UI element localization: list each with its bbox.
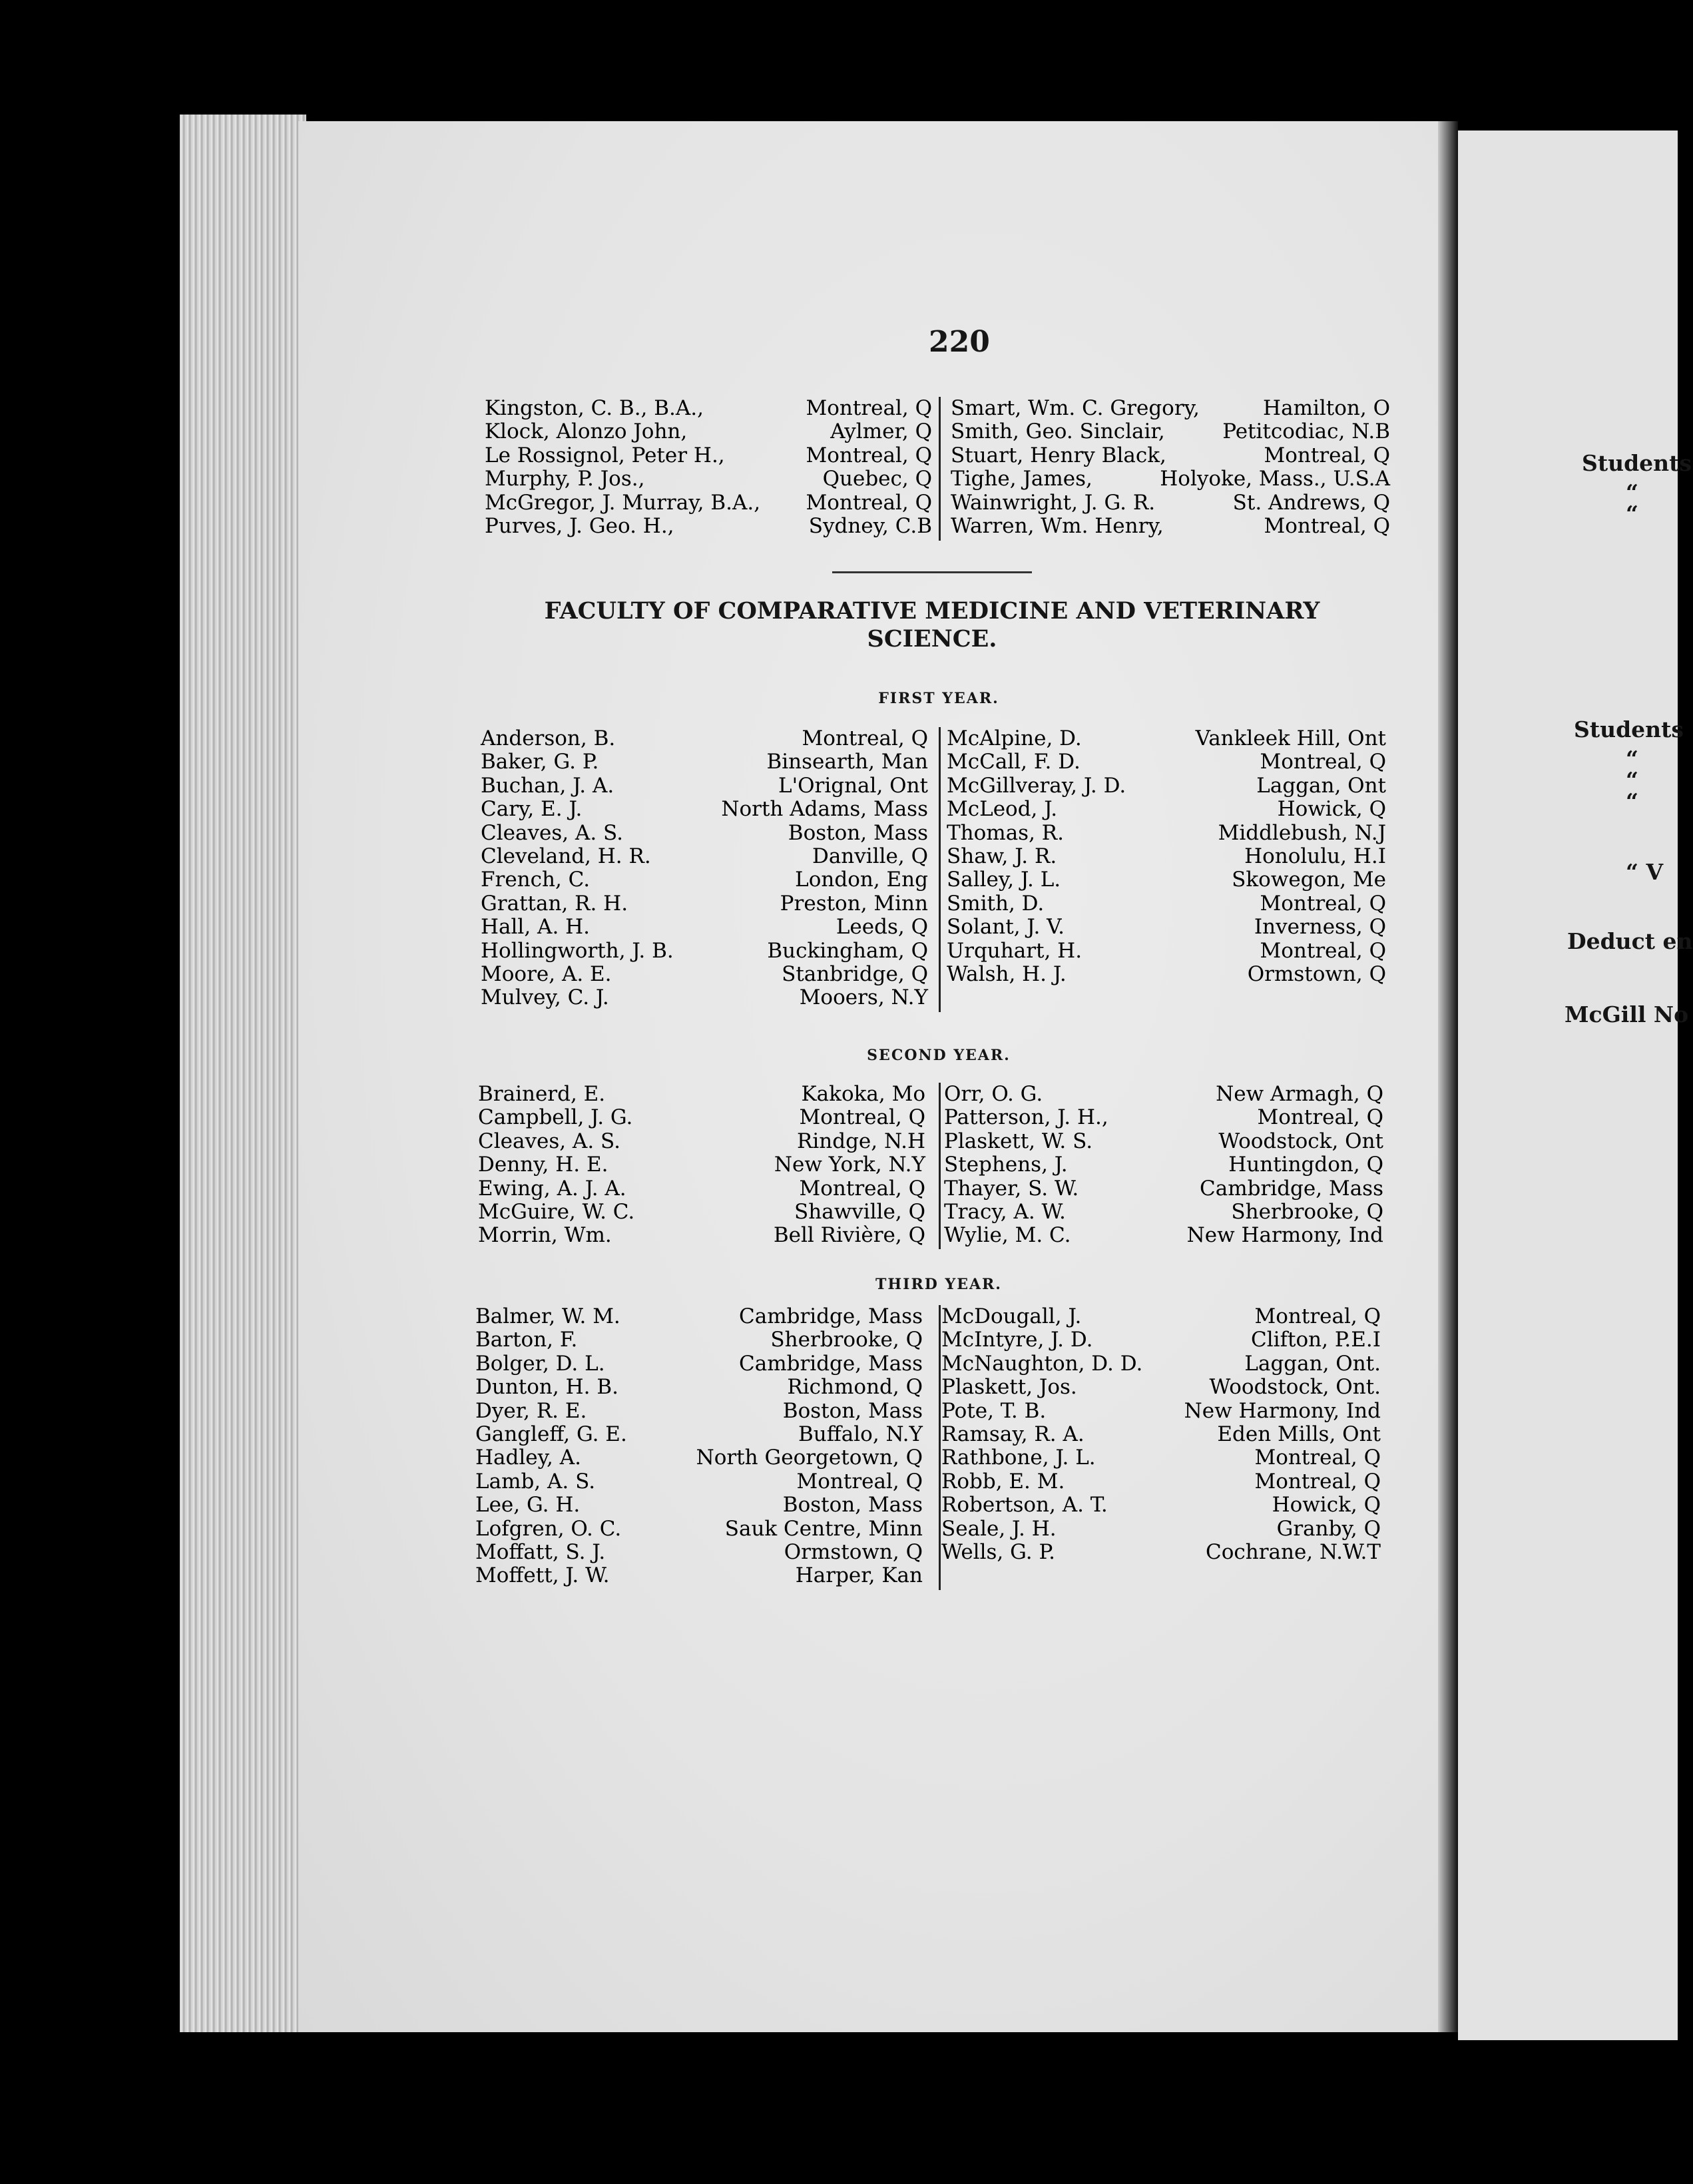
list-item xyxy=(475,1423,1381,1446)
student-name: McGuire, W. C. xyxy=(478,1199,635,1224)
student-name: Wylie, M. C. xyxy=(944,1223,1071,1248)
student-name: McDougall, J. xyxy=(941,1304,1082,1328)
list-item xyxy=(475,1305,1381,1328)
student-name: Balmer, W. M. xyxy=(475,1304,620,1328)
student-place: New York, N.Y xyxy=(774,1153,925,1177)
student-place: Buckingham, Q xyxy=(767,938,928,963)
student-place: Ormstown, Q xyxy=(784,1539,923,1564)
student-place: St. Andrews, Q xyxy=(1232,490,1390,515)
student-name: Robb, E. M. xyxy=(941,1469,1065,1494)
student-place: Kakoka, Mo xyxy=(801,1082,925,1106)
student-name: Moore, A. E. xyxy=(481,961,612,986)
column-divider xyxy=(939,397,941,541)
student-place: New Armagh, Q xyxy=(1216,1082,1383,1106)
student-place: Montreal, Q xyxy=(796,1469,923,1494)
student-place: Cochrane, N.W.T xyxy=(1205,1539,1381,1564)
student-name: Bolger, D. L. xyxy=(475,1351,605,1376)
list-item xyxy=(475,1328,1381,1352)
student-name: Hollingworth, J. B. xyxy=(481,938,674,963)
list-item xyxy=(485,491,1390,515)
student-name: McGregor, J. Murray, B.A., xyxy=(485,490,761,515)
student-name: Rathbone, J. L. xyxy=(941,1446,1096,1470)
student-place: Montreal, Q xyxy=(1254,1469,1381,1494)
facing-page-fragment: McGill No xyxy=(1565,1001,1689,1027)
student-name: Dunton, H. B. xyxy=(475,1375,618,1400)
list-item xyxy=(485,397,1390,420)
faculty-heading: FACULTY OF COMPARATIVE MEDICINE AND VETERINARY xyxy=(544,597,1320,625)
student-name: Thayer, S. W. xyxy=(944,1176,1079,1201)
student-name: Moffett, J. W. xyxy=(475,1563,610,1588)
student-place: Laggan, Ont. xyxy=(1244,1351,1381,1376)
student-place: L'Orignal, Ont xyxy=(778,773,928,798)
student-place: Mooers, N.Y xyxy=(799,985,928,1010)
student-name: Denny, H. E. xyxy=(478,1153,608,1177)
student-place: Montreal, Q xyxy=(1254,1304,1381,1328)
list-item xyxy=(485,444,1390,467)
student-name: Salley, J. L. xyxy=(947,868,1061,892)
facing-page-fragment: “ xyxy=(1626,479,1638,505)
facing-page-fragment: Students xyxy=(1574,716,1684,742)
student-name: Cleaves, A. S. xyxy=(481,820,624,845)
list-item xyxy=(478,1201,1383,1224)
student-place: Boston, Mass xyxy=(782,1398,923,1423)
student-place: Vankleek Hill, Ont xyxy=(1195,726,1386,750)
list-item xyxy=(481,845,1386,868)
student-place: Montreal, Q xyxy=(1260,891,1386,916)
faculty-heading-continued: SCIENCE. xyxy=(867,625,997,653)
student-name: Campbell, J. G. xyxy=(478,1105,633,1130)
student-place: Holyoke, Mass., U.S.A xyxy=(1160,467,1390,491)
student-name: French, C. xyxy=(481,868,591,892)
student-name: Warren, Wm. Henry, xyxy=(951,513,1164,538)
student-place: Hamilton, O xyxy=(1263,396,1390,420)
student-place: London, Eng xyxy=(795,868,928,892)
continuation-list xyxy=(485,397,1390,538)
student-place: New Harmony, Ind xyxy=(1186,1223,1383,1248)
student-place: Montreal, Q xyxy=(1260,750,1386,774)
student-name: McLeod, J. xyxy=(947,797,1058,822)
column-divider xyxy=(939,1305,941,1590)
student-place: Montreal, Q xyxy=(806,396,932,420)
list-item xyxy=(478,1224,1383,1247)
student-place: Buffalo, N.Y xyxy=(798,1422,923,1446)
student-name: Tighe, James, xyxy=(951,467,1092,491)
student-name: Wells, G. P. xyxy=(941,1539,1055,1564)
student-place: Montreal, Q xyxy=(806,490,932,515)
student-place: Cambridge, Mass xyxy=(739,1304,923,1328)
list-item xyxy=(481,916,1386,939)
student-place: Montreal, Q xyxy=(799,1105,925,1130)
student-name: Smith, D. xyxy=(947,891,1045,916)
student-name: Dyer, R. E. xyxy=(475,1398,587,1423)
student-place: Quebec, Q xyxy=(822,467,932,491)
list-item xyxy=(475,1541,1381,1564)
student-name: McGillveray, J. D. xyxy=(947,773,1126,798)
student-place: North Adams, Mass xyxy=(721,797,928,822)
student-place: Boston, Mass xyxy=(782,1493,923,1517)
student-name: Tracy, A. W. xyxy=(944,1199,1066,1224)
student-name: Stephens, J. xyxy=(944,1153,1068,1177)
student-name: Morrin, Wm. xyxy=(478,1223,612,1248)
book-gutter xyxy=(1438,121,1458,2032)
student-place: Petitcodiac, N.B xyxy=(1222,419,1390,444)
list-item xyxy=(485,420,1390,443)
list-item xyxy=(478,1106,1383,1129)
student-name: Le Rossignol, Peter H., xyxy=(485,443,725,467)
student-name: Seale, J. H. xyxy=(941,1516,1057,1541)
list-item xyxy=(481,822,1386,845)
list-item xyxy=(475,1564,1381,1587)
list-item xyxy=(481,774,1386,798)
student-place: Eden Mills, Ont xyxy=(1217,1422,1381,1446)
student-place: Montreal, Q xyxy=(806,443,932,467)
student-place: Danville, Q xyxy=(812,844,928,868)
list-item xyxy=(478,1153,1383,1177)
student-name: Kingston, C. B., B.A., xyxy=(485,396,704,420)
student-name: Klock, Alonzo John, xyxy=(485,419,688,444)
student-place: Binsearth, Man xyxy=(766,750,928,774)
student-place: Huntingdon, Q xyxy=(1228,1153,1383,1177)
student-place: Montreal, Q xyxy=(1257,1105,1383,1130)
student-name: Thomas, R. xyxy=(947,820,1064,845)
list-item xyxy=(475,1400,1381,1423)
student-place: Harper, Kan xyxy=(795,1563,923,1588)
student-name: Grattan, R. H. xyxy=(481,891,628,916)
student-place: Montreal, Q xyxy=(1264,443,1390,467)
student-name: Mulvey, C. J. xyxy=(481,985,609,1010)
student-place: Sherbrooke, Q xyxy=(770,1328,923,1352)
student-place: Woodstock, Ont. xyxy=(1209,1375,1381,1400)
student-name: Murphy, P. Jos., xyxy=(485,467,645,491)
student-name: Wainwright, J. G. R. xyxy=(951,490,1156,515)
student-place: Rindge, N.H xyxy=(797,1129,925,1153)
student-place: Richmond, Q xyxy=(787,1375,923,1400)
list-item xyxy=(475,1352,1381,1376)
student-name: Ewing, A. J. A. xyxy=(478,1176,626,1201)
list-item xyxy=(481,798,1386,821)
student-name: Robertson, A. T. xyxy=(941,1493,1108,1517)
student-place: Cambridge, Mass xyxy=(739,1351,923,1376)
student-place: Sherbrooke, Q xyxy=(1231,1199,1383,1224)
facing-page-fragment: Students xyxy=(1582,450,1692,476)
student-place: Skowegon, Me xyxy=(1232,868,1386,892)
facing-page xyxy=(1458,131,1678,2040)
student-name: McIntyre, J. D. xyxy=(941,1328,1093,1352)
student-name: Ramsay, R. A. xyxy=(941,1422,1085,1446)
student-name: Anderson, B. xyxy=(481,726,616,750)
student-place: New Harmony, Ind xyxy=(1184,1398,1381,1423)
third-year-heading: THIRD YEAR. xyxy=(875,1276,1002,1293)
student-name: Barton, F. xyxy=(475,1328,578,1352)
facing-page-fragment: “ xyxy=(1626,501,1638,527)
student-place: Stanbridge, Q xyxy=(782,961,928,986)
list-item xyxy=(475,1494,1381,1517)
section-rule xyxy=(832,571,1032,573)
student-place: Montreal, Q xyxy=(799,1176,925,1201)
student-place: Leeds, Q xyxy=(836,915,928,940)
student-name: Lofgren, O. C. xyxy=(475,1516,622,1541)
student-place: Ormstown, Q xyxy=(1247,961,1386,986)
student-place: Clifton, P.E.I xyxy=(1251,1328,1381,1352)
student-place: Bell Rivière, Q xyxy=(773,1223,925,1248)
student-name: Lamb, A. S. xyxy=(475,1469,596,1494)
list-item xyxy=(481,986,1386,1009)
student-name: Purves, J. Geo. H., xyxy=(485,513,674,538)
list-item xyxy=(481,940,1386,963)
student-place: Sauk Centre, Minn xyxy=(724,1516,923,1541)
facing-page-fragment: “ V xyxy=(1626,859,1664,885)
student-name: Plaskett, W. S. xyxy=(944,1129,1093,1153)
list-item xyxy=(485,467,1390,491)
facing-page-fragment: “ xyxy=(1626,788,1638,814)
list-item xyxy=(485,515,1390,538)
student-name: Cary, E. J. xyxy=(481,797,583,822)
student-name: Cleaves, A. S. xyxy=(478,1129,621,1153)
book-page-edges xyxy=(180,115,306,2032)
student-name: Shaw, J. R. xyxy=(947,844,1057,868)
student-name: Solant, J. V. xyxy=(947,915,1065,940)
student-name: Gangleff, G. E. xyxy=(475,1422,627,1446)
list-item xyxy=(478,1130,1383,1153)
student-place: Preston, Minn xyxy=(780,891,928,916)
student-place: Montreal, Q xyxy=(802,726,928,750)
first-year-list xyxy=(481,727,1386,1010)
student-name: Lee, G. H. xyxy=(475,1493,581,1517)
student-name: Cleveland, H. R. xyxy=(481,844,651,868)
page-number: 220 xyxy=(929,325,990,359)
student-name: Orr, O. G. xyxy=(944,1082,1043,1106)
student-name: Brainerd, E. xyxy=(478,1082,606,1106)
column-divider xyxy=(939,727,941,1012)
facing-page-fragment: Deduct en xyxy=(1567,928,1693,954)
student-name: Smart, Wm. C. Gregory, xyxy=(951,396,1200,420)
list-item xyxy=(481,868,1386,892)
student-place: Howick, Q xyxy=(1272,1493,1381,1517)
list-item xyxy=(481,892,1386,916)
student-place: Granby, Q xyxy=(1276,1516,1381,1541)
student-place: Aylmer, Q xyxy=(830,419,932,444)
student-name: Hadley, A. xyxy=(475,1446,581,1470)
student-name: Plaskett, Jos. xyxy=(941,1375,1077,1400)
student-name: Smith, Geo. Sinclair, xyxy=(951,419,1165,444)
student-place: Montreal, Q xyxy=(1264,513,1390,538)
student-name: Baker, G. P. xyxy=(481,750,599,774)
student-place: Inverness, Q xyxy=(1254,915,1386,940)
student-place: Montreal, Q xyxy=(1254,1446,1381,1470)
student-name: McNaughton, D. D. xyxy=(941,1351,1143,1376)
second-year-list xyxy=(478,1083,1383,1248)
student-place: Woodstock, Ont xyxy=(1218,1129,1383,1153)
student-place: Middlebush, N.J xyxy=(1218,820,1386,845)
facing-page-fragment: “ xyxy=(1626,746,1638,772)
student-place: North Georgetown, Q xyxy=(696,1446,923,1470)
student-name: Walsh, H. J. xyxy=(947,961,1067,986)
list-item xyxy=(475,1446,1381,1470)
student-name: Buchan, J. A. xyxy=(481,773,614,798)
student-place: Laggan, Ont xyxy=(1256,773,1386,798)
student-place: Shawville, Q xyxy=(794,1199,925,1224)
list-item xyxy=(481,727,1386,750)
facing-page-fragment: “ xyxy=(1626,767,1638,793)
list-item xyxy=(481,750,1386,774)
first-year-heading: FIRST YEAR. xyxy=(878,690,999,707)
student-name: Moffatt, S. J. xyxy=(475,1539,606,1564)
student-place: Honolulu, H.I xyxy=(1244,844,1386,868)
list-item xyxy=(475,1517,1381,1541)
third-year-list xyxy=(475,1305,1381,1588)
student-place: Cambridge, Mass xyxy=(1200,1176,1383,1201)
student-name: Pote, T. B. xyxy=(941,1398,1047,1423)
list-item xyxy=(475,1470,1381,1494)
student-name: McAlpine, D. xyxy=(947,726,1082,750)
student-name: Stuart, Henry Black, xyxy=(951,443,1166,467)
student-name: Patterson, J. H., xyxy=(944,1105,1108,1130)
list-item xyxy=(478,1083,1383,1106)
student-place: Boston, Mass xyxy=(788,820,928,845)
student-name: McCall, F. D. xyxy=(947,750,1081,774)
student-place: Sydney, C.B xyxy=(808,513,932,538)
column-divider xyxy=(939,1083,941,1249)
student-place: Montreal, Q xyxy=(1260,938,1386,963)
student-name: Urquhart, H. xyxy=(947,938,1083,963)
second-year-heading: SECOND YEAR. xyxy=(867,1047,1011,1064)
list-item xyxy=(475,1376,1381,1399)
list-item xyxy=(481,963,1386,986)
student-name: Hall, A. H. xyxy=(481,915,591,940)
list-item xyxy=(478,1177,1383,1201)
student-place: Howick, Q xyxy=(1277,797,1386,822)
